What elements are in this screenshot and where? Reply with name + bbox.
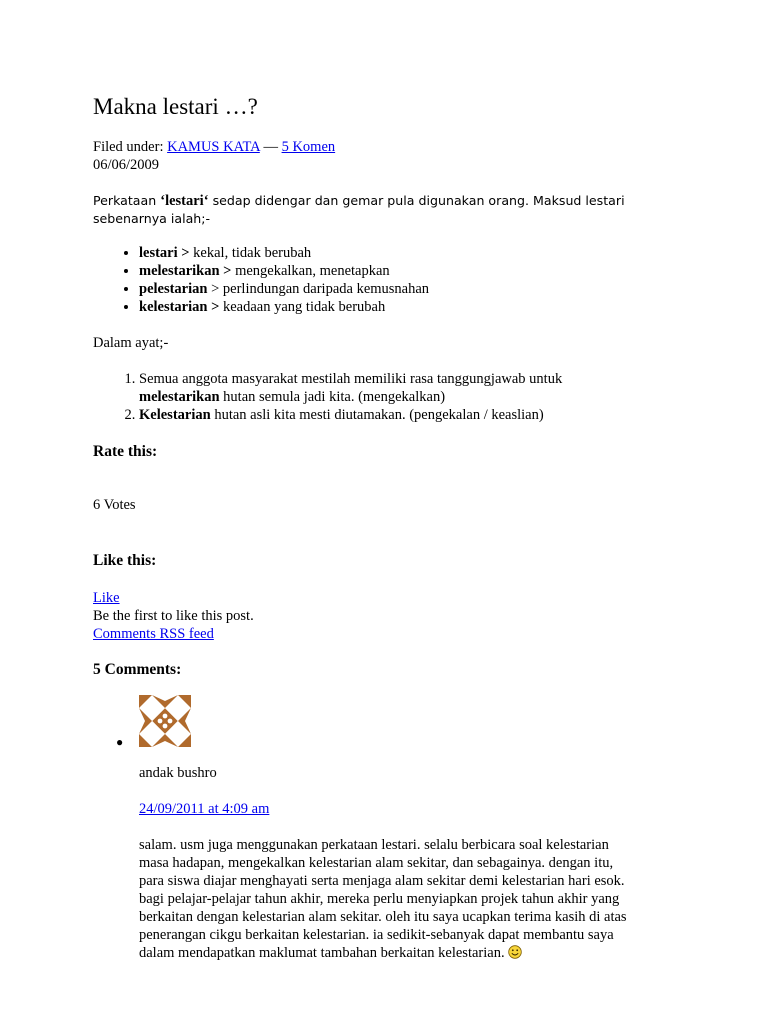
comment-text: salam. usm juga menggunakan perkataan lestari. selalu berbicara soal kelestarian masa hadapan, mengekalkan kelestarian alam sekitar, dan sebagainya. dengan itu, para siswa diajar menghayati serta menjaga alam sekitar demi kelestarian hari esok. bagi pelajar-pelajar tahun akhir, mereka perlu menyiapkan projek tahun akhir yang berkaitan dengan kelestarian alam sekitar. oleh itu saya ucapkan terima kasih di atas penerangan cikgu berkaitan kelestarian. ia sedikit-sebanyak dapat membantu saya dalam mendapatkan maklumat tambahan berkaitan kelestarian. xyxy=(139,837,627,961)
comments-list xyxy=(93,695,699,962)
intro-keyword: lestari xyxy=(165,193,204,209)
comment-item xyxy=(116,695,699,962)
comment-author: andak bushro xyxy=(139,765,217,781)
list-item xyxy=(139,244,429,262)
intro-text-rest: sedap didengar dan gemar pula digunakan orang. Maksud lestari sebenarnya ialah;- xyxy=(93,193,625,226)
smiley-icon xyxy=(508,945,522,959)
intro-quote-open: ‘ xyxy=(160,193,166,209)
rating-heading: Rate this: xyxy=(93,443,158,460)
definitions-list xyxy=(93,244,429,316)
intro-text: Perkataan xyxy=(93,193,161,208)
definition-sep: > xyxy=(207,299,223,315)
example-text-rest: hutan semula jadi kita. (mengekalkan) xyxy=(219,389,446,405)
like-heading: Like this: xyxy=(93,552,157,569)
list-item xyxy=(139,370,639,406)
post-title: Makna lestari …? xyxy=(93,94,258,119)
definition-term: pelestarian xyxy=(139,281,208,297)
definition-term: melestarikan xyxy=(139,263,220,279)
like-link[interactable]: Like xyxy=(93,590,120,606)
like-first-text: Be the first to like this post. xyxy=(93,608,254,624)
definition-term: lestari xyxy=(139,245,178,261)
filed-under-label: Filed under: xyxy=(93,139,164,155)
definition-sep: > xyxy=(177,245,194,261)
example-text-rest: hutan asli kita mesti diutamakan. (pengekalan / keaslian) xyxy=(210,407,544,423)
identicon-avatar xyxy=(139,695,191,747)
comment-body xyxy=(139,836,639,962)
comments-rss-link[interactable]: Comments RSS feed xyxy=(93,626,214,642)
definition-term: kelestarian xyxy=(139,299,208,315)
examples-label: Dalam ayat;- xyxy=(93,335,169,351)
definition-meaning: keadaan yang tidak berubah xyxy=(222,299,386,315)
example-bold: Kelestarian xyxy=(139,407,211,423)
list-item xyxy=(139,298,429,316)
example-bold: melestarikan xyxy=(139,389,220,405)
comments-count-link[interactable]: 5 Komen xyxy=(281,139,336,155)
list-item xyxy=(139,406,639,424)
category-link[interactable]: KAMUS KATA xyxy=(167,139,260,155)
comments-heading: 5 Comments: xyxy=(93,661,182,678)
intro-quote-close: ‘ xyxy=(203,193,209,209)
list-item xyxy=(139,280,429,298)
definition-meaning: mengekalkan, menetapkan xyxy=(235,263,390,279)
definition-sep: > xyxy=(207,281,223,297)
intro-paragraph xyxy=(93,192,633,228)
bullet-icon: ● xyxy=(116,735,124,749)
votes-count: 6 Votes xyxy=(93,497,136,513)
post-meta xyxy=(93,138,335,174)
post-date: 06/06/2009 xyxy=(93,157,160,173)
definition-meaning: perlindungan daripada kemusnahan xyxy=(222,281,430,297)
like-block xyxy=(93,589,254,643)
definition-meaning: kekal, tidak berubah xyxy=(193,245,312,261)
examples-list xyxy=(93,370,639,424)
meta-separator: — xyxy=(263,139,278,155)
list-item xyxy=(139,262,429,280)
comment-date-link[interactable]: 24/09/2011 at 4:09 am xyxy=(139,801,270,817)
definition-sep: > xyxy=(219,263,236,279)
example-text: Semua anggota masyarakat mestilah memiliki rasa tanggungjawab untuk xyxy=(139,371,563,387)
